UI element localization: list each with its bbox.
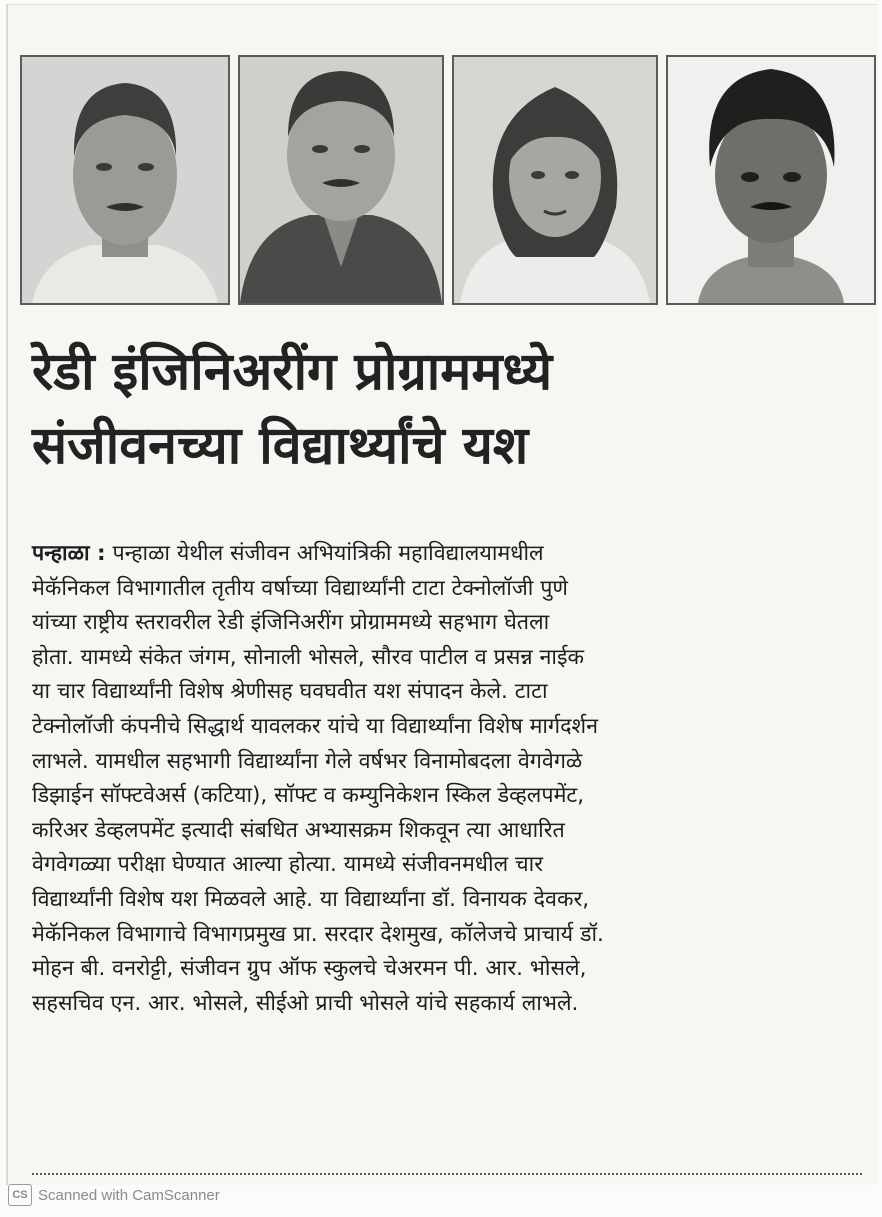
article-body	[32, 537, 862, 1021]
headline-line-2: संजीवनच्या विद्यार्थ्यांचे यश	[32, 416, 529, 476]
camscanner-logo-icon: CS	[8, 1184, 32, 1206]
article-line: टेक्नोलॉजी कंपनीचे सिद्धार्थ यावलकर यांचे या विद्यार्थ्यांना विशेष मार्गदर्शन	[32, 713, 599, 739]
article-line: करिअर डेव्हलपमेंट इत्यादी संबधित अभ्यासक्रम शिकवून त्या आधारित	[32, 817, 565, 843]
article-line: वेगवेगळ्या परीक्षा घेण्यात आल्या होत्या. यामध्ये संजीवनमधील चार	[32, 852, 544, 878]
article-line: मोहन बी. वनरोट्टी, संजीवन ग्रुप ऑफ स्कुलचे चेअरमन पी. आर. भोसले,	[32, 956, 587, 982]
student-photos-row	[20, 55, 878, 305]
dateline: पन्हाळा :	[32, 541, 106, 566]
article-line: यांच्या राष्ट्रीय स्तरावरील रेडी इंजिनिअरींग प्रोग्राममध्ये सहभाग घेतला	[32, 610, 550, 636]
article-line: डिझाईन सॉफ्टवेअर्स (कटिया), सॉफ्ट व कम्युनिकेशन स्किल डेव्हलपमेंट,	[32, 783, 585, 809]
article-line: या चार विद्यार्थ्यांनी विशेष श्रेणीसह घवघवीत यश संपादन केले. टाटा	[32, 679, 548, 705]
student-photo-3	[452, 55, 658, 305]
headline-line-1: रेडी इंजिनिअरींग प्रोग्राममध्ये	[32, 342, 553, 402]
dotted-divider	[32, 1173, 862, 1175]
article-line-1	[32, 537, 862, 572]
article-line: होता. यामध्ये संकेत जंगम, सोनाली भोसले, सौरव पाटील व प्रसन्न नाईक	[32, 644, 585, 670]
student-photo-2	[238, 55, 444, 305]
article-line: मेकॅनिकल विभागातील तृतीय वर्षाच्या विद्यार्थ्यांनी टाटा टेक्नोलॉजी पुणे	[32, 575, 568, 601]
student-photo-1	[20, 55, 230, 305]
article-line: मेकॅनिकल विभागाचे विभागप्रमुख प्रा. सरदार देशमुख, कॉलेजचे प्राचार्य डॉ.	[32, 921, 604, 947]
student-photo-4	[666, 55, 876, 305]
article-line: विद्यार्थ्यांनी विशेष यश मिळवले आहे. या विद्यार्थ्यांना डॉ. विनायक देवकर,	[32, 886, 590, 912]
article-headline	[32, 335, 872, 483]
article-line: लाभले. यामधील सहभागी विद्यार्थ्यांना गेले वर्षभर विनामोबदला वेगवेगळे	[32, 748, 583, 774]
article-line-1-text: पन्हाळा येथील संजीवन अभियांत्रिकी महाविद्यालयामधील	[105, 541, 544, 566]
article-line: सहसचिव एन. आर. भोसले, सीईओ प्राची भोसले यांचे सहकार्य लाभले.	[32, 990, 579, 1016]
newspaper-clipping	[6, 4, 878, 1185]
watermark-text: Scanned with CamScanner	[38, 1186, 220, 1204]
camscanner-watermark	[8, 1184, 220, 1206]
